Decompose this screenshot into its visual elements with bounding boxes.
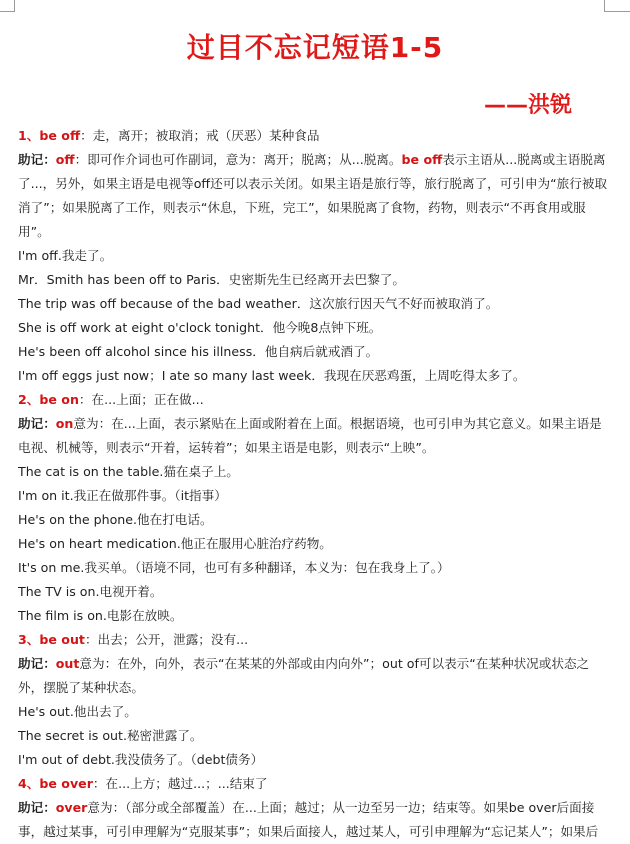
- phrase-term: be over: [39, 776, 93, 791]
- page-title: 过目不忘记短语1-5: [186, 31, 444, 64]
- example-sentence: He's on the phone.他在打电话。: [18, 512, 213, 527]
- example-sentence: The TV is on.电视开着。: [18, 584, 163, 599]
- memo-label: 助记：: [18, 152, 56, 167]
- phrase-number: 4、: [18, 776, 40, 791]
- author-signature: ——洪锐: [483, 93, 572, 118]
- example-sentence: He's out.他出去了。: [18, 704, 137, 719]
- crop-mark-right-horizontal: [604, 11, 630, 12]
- memo-keyword: be off: [401, 152, 443, 167]
- phrase-heading-2: [18, 388, 614, 412]
- phrase-term: be on: [39, 392, 79, 407]
- memo-paragraph-3: [18, 652, 614, 700]
- phrase-number: 1、: [18, 128, 40, 143]
- phrase-number: 3、: [18, 632, 40, 647]
- example-sentence: The film is on.电影在放映。: [18, 608, 183, 623]
- memo-text: 意为：在外，向外，表示“在某某的外部或由内向外”；out of可以表示“在某种状况或状态之外，摆脱了某种状态。: [18, 656, 590, 695]
- example-sentence: The trip was off because of the bad weather．这次旅行因天气不好而被取消了。: [18, 296, 499, 311]
- memo-keyword: off: [55, 152, 75, 167]
- example-sentence: I'm out of debt.我没债务了。（debt债务）: [18, 752, 264, 767]
- phrase-term: be off: [39, 128, 81, 143]
- document-body: [18, 124, 614, 844]
- example-sentence: Mr．Smith has been off to Paris．史密斯先生已经离开去巴黎了。: [18, 272, 405, 287]
- phrase-heading-1: [18, 124, 614, 148]
- phrase-meaning: ：出去；公开，泄露；没有...: [84, 632, 249, 647]
- memo-text: 意为：在...上面，表示紧贴在上面或附着在上面。根据语境，也可引申为其它意义。如果主语是电视、机械等，则表示“开着，运转着”；如果主语是电影，则表示“上映”。: [18, 416, 602, 455]
- example-sentence: It's on me.我买单。（语境不同，也可有多种翻译，本义为：包在我身上了。）: [18, 560, 450, 575]
- phrase-meaning: ：在...上方；越过...；...结束了: [92, 776, 268, 791]
- example-sentence: She is off work at eight o'clock tonight．他今晚8点钟下班。: [18, 320, 382, 335]
- crop-mark-left-horizontal: [0, 11, 15, 12]
- memo-label: 助记：: [18, 416, 56, 431]
- memo-keyword: out: [55, 656, 80, 671]
- example-sentence: I'm off.我走了。: [18, 248, 113, 263]
- example-sentence: He's on heart medication.他正在服用心脏治疗药物。: [18, 536, 332, 551]
- phrase-meaning: ：走，离开；被取消；戒（厌恶）某种食品: [80, 128, 320, 143]
- memo-paragraph-2: [18, 412, 614, 460]
- phrase-heading-3: [18, 628, 614, 652]
- example-sentence: The cat is on the table.猫在桌子上。: [18, 464, 239, 479]
- phrase-meaning: ：在...上面；正在做...: [78, 392, 204, 407]
- example-sentence: The secret is out.秘密泄露了。: [18, 728, 203, 743]
- memo-paragraph-4: [18, 796, 614, 844]
- phrase-term: be out: [39, 632, 85, 647]
- memo-keyword: over: [55, 800, 88, 815]
- phrase-heading-4: [18, 772, 614, 796]
- memo-text: 表示主语从...脱离或主语脱离了...，另外，如果主语是电视等off还可以表示关闭。如果主语是旅行等，旅行脱离了，可引申为“旅行被取消了”；如果脱离了工作，则表示“休息，下班，完工”，如果脱离了食物，药物，则表示“不再食用或服用”。: [18, 152, 608, 239]
- memo-label: 助记：: [18, 800, 56, 815]
- memo-label: 助记：: [18, 656, 56, 671]
- memo-text: 意为：（部分或全部覆盖）在...上面；越过；从一边至另一边；结束等。如果be over后面接事，越过某事，可引申理解为“克服某事”；如果后面接人，越过某人，可引申理解为“忘记某人”；如果后: [18, 800, 599, 839]
- example-sentence: I'm off eggs just now；I ate so many last week．我现在厌恶鸡蛋，上周吃得太多了。: [18, 368, 526, 383]
- memo-paragraph-1: [18, 148, 614, 244]
- phrase-number: 2、: [18, 392, 40, 407]
- example-sentence: He's been off alcohol since his illness．他自病后就戒酒了。: [18, 344, 379, 359]
- memo-keyword: on: [55, 416, 74, 431]
- memo-text: ：即可作介词也可作副词，意为：离开；脱离；从...脱离。: [74, 152, 402, 167]
- example-sentence: I'm on it.我正在做那件事。（it指事）: [18, 488, 227, 503]
